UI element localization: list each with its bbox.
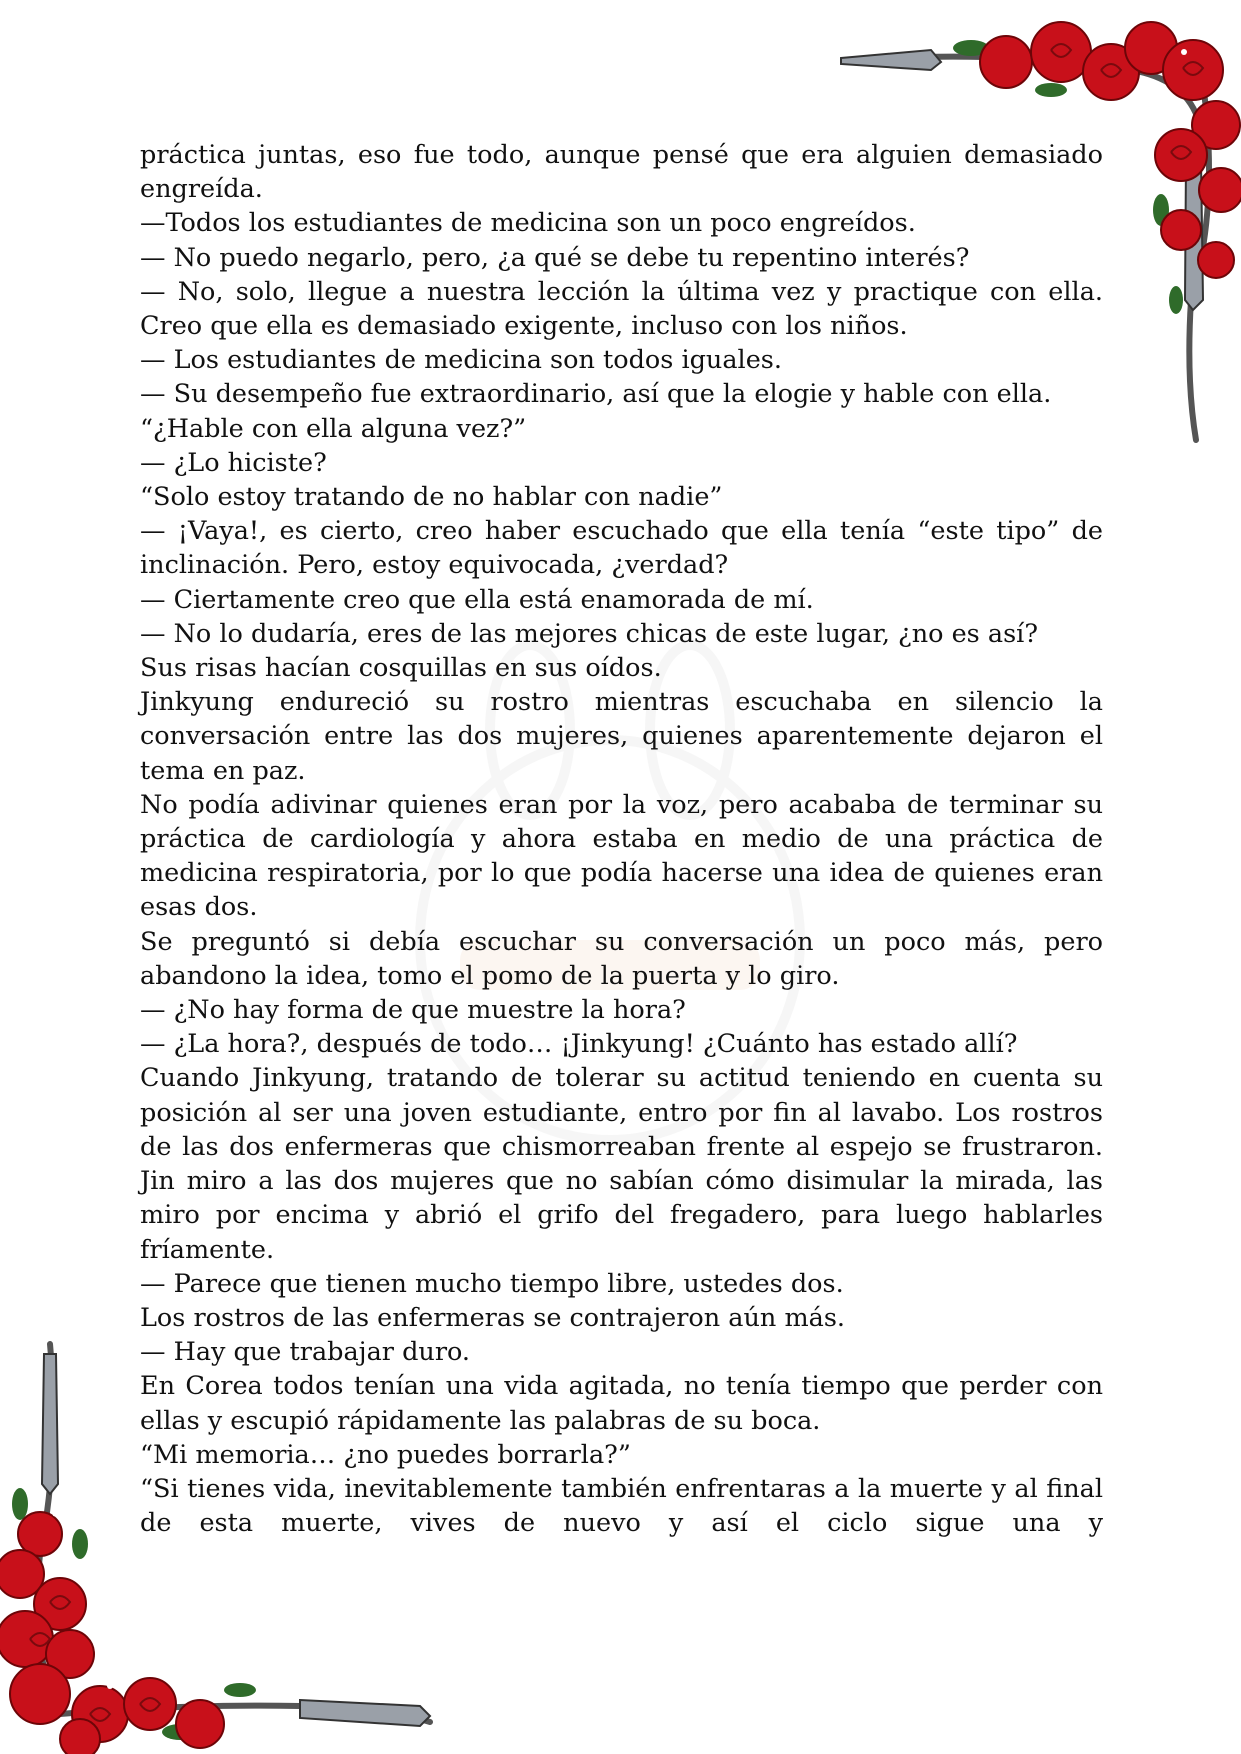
paragraph: práctica juntas, eso fue todo, aunque pensé que era alguien demasiado engreída. bbox=[140, 140, 1103, 205]
paragraph: Los rostros de las enfermeras se contrajeron aún más. bbox=[140, 1302, 846, 1333]
paragraph: “Mi memoria… ¿no puedes borrarla?” bbox=[140, 1439, 631, 1470]
paragraph: —Todos los estudiantes de medicina son un poco engreídos. bbox=[140, 208, 916, 239]
paragraph: — No lo dudaría, eres de las mejores chicas de este lugar, ¿no es así? bbox=[140, 618, 1038, 649]
paragraph: Cuando Jinkyung, tratando de tolerar su actitud teniendo en cuenta su posición al ser una joven estudiante, entro por fin al lavabo. Los rostros de las dos enfermeras que chismorreaban frente al espejo se frustraron. Jin miro a las dos mujeres que no sabían cómo disimular la mirada, las miro por encima y abrió el grifo del fregadero, para luego hablarles fríamente. bbox=[140, 1063, 1103, 1265]
paragraph: — No puedo negarlo, pero, ¿a qué se debe tu repentino interés? bbox=[140, 242, 970, 273]
paragraph: — Ciertamente creo que ella está enamorada de mí. bbox=[140, 584, 814, 615]
paragraph: “¿Hable con ella alguna vez?” bbox=[140, 413, 527, 444]
paragraph: — ¿La hora?, después de todo… ¡Jinkyung! ¿Cuánto has estado allí? bbox=[140, 1029, 1018, 1060]
paragraph: — No, solo, llegue a nuestra lección la última vez y practique con ella. Creo que ella es demasiado exigente, incluso con los niños. bbox=[140, 276, 1103, 342]
paragraph: — Hay que trabajar duro. bbox=[140, 1337, 471, 1368]
paragraph: — Parece que tienen mucho tiempo libre, ustedes dos. bbox=[140, 1268, 844, 1299]
paragraph: — Su desempeño fue extraordinario, así que la elogie y hable con ella. bbox=[140, 379, 1052, 410]
page-body-text bbox=[140, 138, 1103, 1540]
paragraph: “Solo estoy tratando de no hablar con nadie” bbox=[140, 482, 723, 513]
paragraph: — ¿Lo hiciste? bbox=[140, 447, 327, 478]
paragraph: En Corea todos tenían una vida agitada, no tenía tiempo que perder con ellas y escupió rápidamente las palabras de su boca. bbox=[140, 1371, 1103, 1436]
paragraph: Se preguntó si debía escuchar su conversación un poco más, pero abandono la idea, tomo el pomo de la puerta y lo giro. bbox=[140, 926, 1103, 991]
paragraph: — Los estudiantes de medicina son todos iguales. bbox=[140, 345, 782, 376]
paragraph: — ¡Vaya!, es cierto, creo haber escuchado que ella tenía “este tipo” de inclinación. Pero, estoy equivocada, ¿verdad? bbox=[140, 516, 1103, 581]
paragraph: No podía adivinar quienes eran por la voz, pero acababa de terminar su práctica de cardiología y ahora estaba en medio de una práctica de medicina respiratoria, por lo que podía hacerse una idea de quienes eran esas dos. bbox=[140, 789, 1103, 923]
paragraph: Sus risas hacían cosquillas en sus oídos. bbox=[140, 653, 662, 684]
paragraph: Jinkyung endureció su rostro mientras escuchaba en silencio la conversación entre las dos mujeres, quienes aparentemente dejaron el tema en paz. bbox=[140, 687, 1103, 786]
paragraph: “Si tienes vida, inevitablemente también enfrentaras a la muerte y al final de esta muerte, vives de nuevo y así el ciclo sigue una y bbox=[140, 1473, 1103, 1539]
paragraph: — ¿No hay forma de que muestre la hora? bbox=[140, 995, 686, 1026]
